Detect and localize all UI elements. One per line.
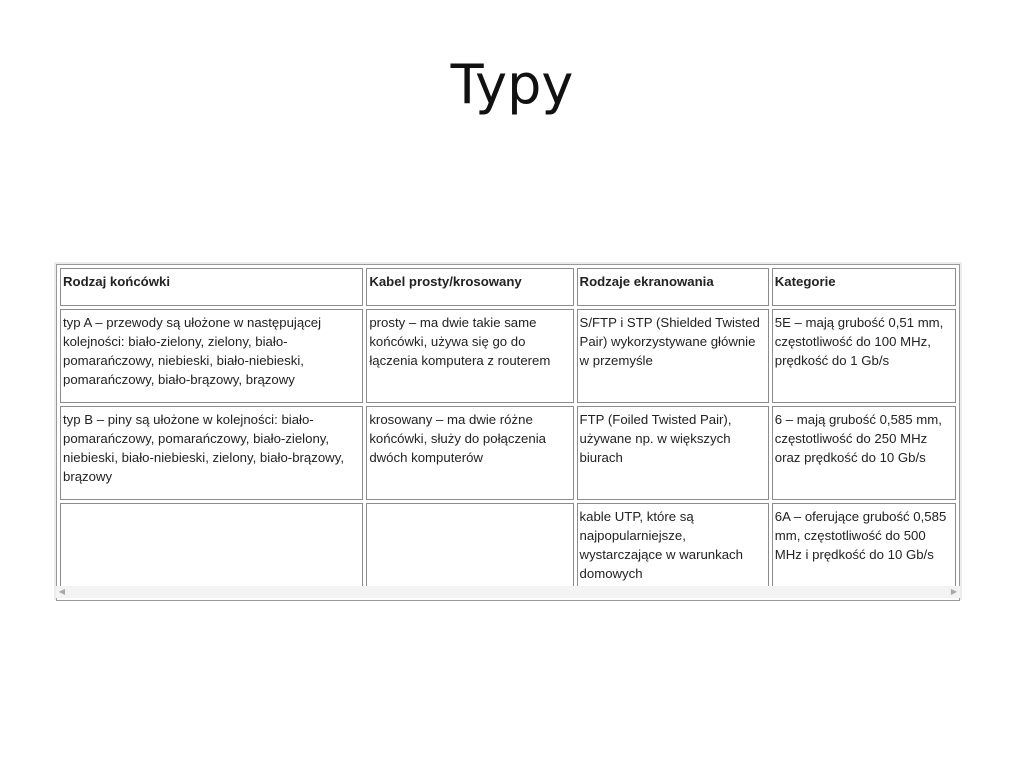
table-row <box>60 309 956 403</box>
table-header-row <box>60 268 956 306</box>
table-cell: prosty – ma dwie takie same końcówki, używa się go do łączenia komputera z routerem <box>366 309 573 403</box>
arrow-left-icon[interactable]: ◀ <box>58 587 66 596</box>
arrow-right-icon[interactable]: ▶ <box>950 587 958 596</box>
table-row <box>60 406 956 500</box>
header-cell-shielding: Rodzaje ekranowania <box>577 268 769 306</box>
table-cell: typ A – przewody są ułożone w następującej kolejności: biało-zielony, zielony, biało-pomarańczowy, niebieski, biało-niebieski, pomarańczowy, biało-brązowy, brązowy <box>60 309 363 403</box>
header-cell-cable-kind: Kabel prosty/krosowany <box>366 268 573 306</box>
cable-types-table <box>56 264 960 601</box>
table-cell: 6A – oferujące grubość 0,585 mm, częstotliwość do 500 MHz i prędkość do 10 Gb/s <box>772 503 956 597</box>
table-cell <box>60 503 363 597</box>
header-cell-connector-type: Rodzaj końcówki <box>60 268 363 306</box>
table-cell: FTP (Foiled Twisted Pair), używane np. w większych biurach <box>577 406 769 500</box>
table-cell: krosowany – ma dwie różne końcówki, służy do połączenia dwóch komputerów <box>366 406 573 500</box>
horizontal-scrollbar[interactable] <box>56 586 960 598</box>
table-cell: 6 – mają grubość 0,585 mm, częstotliwość do 250 MHz oraz prędkość do 10 Gb/s <box>772 406 956 500</box>
header-cell-categories: Kategorie <box>772 268 956 306</box>
table-cell: typ B – piny są ułożone w kolejności: biało-pomarańczowy, pomarańczowy, biało-zielony, niebieski, biało-niebieski, zielony, biało-brązowy, brązowy <box>60 406 363 500</box>
table-cell: kable UTP, które są najpopularniejsze, wystarczające w warunkach domowych <box>577 503 769 597</box>
table-cell: 5E – mają grubość 0,51 mm, częstotliwość do 100 MHz, prędkość do 1 Gb/s <box>772 309 956 403</box>
table-container <box>54 262 962 600</box>
table-row <box>60 503 956 597</box>
table-cell: S/FTP i STP (Shielded Twisted Pair) wykorzystywane głównie w przemyśle <box>577 309 769 403</box>
slide-title: Typy <box>450 53 574 116</box>
table-cell <box>366 503 573 597</box>
